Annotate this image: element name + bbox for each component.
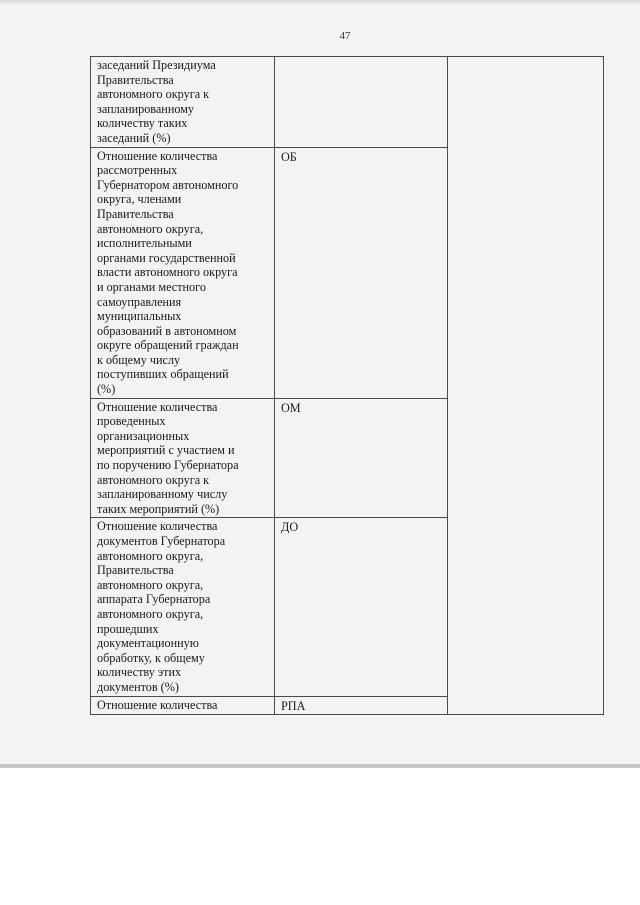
indicator-text: (%) [97,382,116,397]
indicator-cell [91,57,275,148]
code-cell [275,147,448,398]
indicator-text: округа, членами [97,192,182,207]
indicator-text: Отношение количества [97,148,218,163]
indicator-text: автономного округа, [97,221,204,236]
indicator-cell [91,398,275,518]
indicator-text: обработку, к общему [97,650,205,665]
indicator-text: прошедших [97,621,159,636]
indicator-cell [91,518,275,696]
code-cell [275,518,448,696]
indicator-text: аппарата Губернатора [97,592,211,607]
indicator-text: власти автономного округа [97,265,238,280]
indicator-text: исполнительными [97,236,192,251]
code-text: ОБ [281,149,297,164]
indicator-text: самоуправления [97,294,182,309]
indicator-text: документационную [97,636,199,651]
table-row [91,57,604,148]
indicator-text: муниципальных [97,309,182,324]
indicator-text: округе обращений граждан [97,338,239,353]
indicator-text: рассмотренных [97,163,178,178]
code-cell [275,398,448,518]
code-text: ДО [281,520,299,535]
indicator-text: автономного округа, [97,606,204,621]
indicator-text: организационных [97,428,190,443]
indicator-text: поступивших обращений [97,367,229,382]
indicator-text: заседаний Президиума [97,58,216,72]
indicator-text: таких мероприятий (%) [97,501,220,516]
scan-shadow [0,0,640,5]
indicator-text: к общему числу [97,352,181,367]
indicator-text: образований в автономном [97,323,237,338]
indicator-text: Отношение количества [97,519,218,534]
indicator-cell [91,696,275,715]
empty-merged-cell [448,57,604,715]
indicator-text: мероприятий с участием и [97,443,235,458]
indicator-text: Правительства [97,206,174,221]
indicator-text: автономного округа к [97,87,210,102]
indicator-text: Правительства [97,72,174,87]
indicator-text: количеству таких [97,116,188,131]
indicator-text: запланированному числу [97,487,228,502]
indicator-text: документов Губернатора [97,534,226,548]
indicator-text: количеству этих [97,665,182,680]
indicator-text: Отношение количества [97,399,218,414]
indicator-cell [91,147,275,398]
indicator-text: органами государственной [97,250,236,265]
indicator-text: заседаний (%) [97,130,171,145]
indicator-text: документов (%) [97,679,179,694]
code-text: РПА [281,698,306,713]
code-cell [275,57,448,148]
indicator-text: Отношение количества [97,697,218,712]
code-cell [275,696,448,715]
indicator-text: проведенных [97,414,166,429]
page-number: 47 [339,30,351,42]
indicator-text: автономного округа, [97,548,204,563]
indicator-text: автономного округа к [97,472,210,487]
code-text [281,58,441,59]
indicator-text: Губернатором автономного [97,177,239,192]
indicators-table [90,56,604,715]
code-text: ОМ [281,400,301,415]
indicator-text: по поручению Губернатора [97,458,239,473]
indicator-text: автономного округа, [97,577,204,592]
indicator-text: Правительства [97,563,174,578]
indicator-text: и органами местного [97,279,206,294]
indicator-text: запланированному [97,101,195,116]
